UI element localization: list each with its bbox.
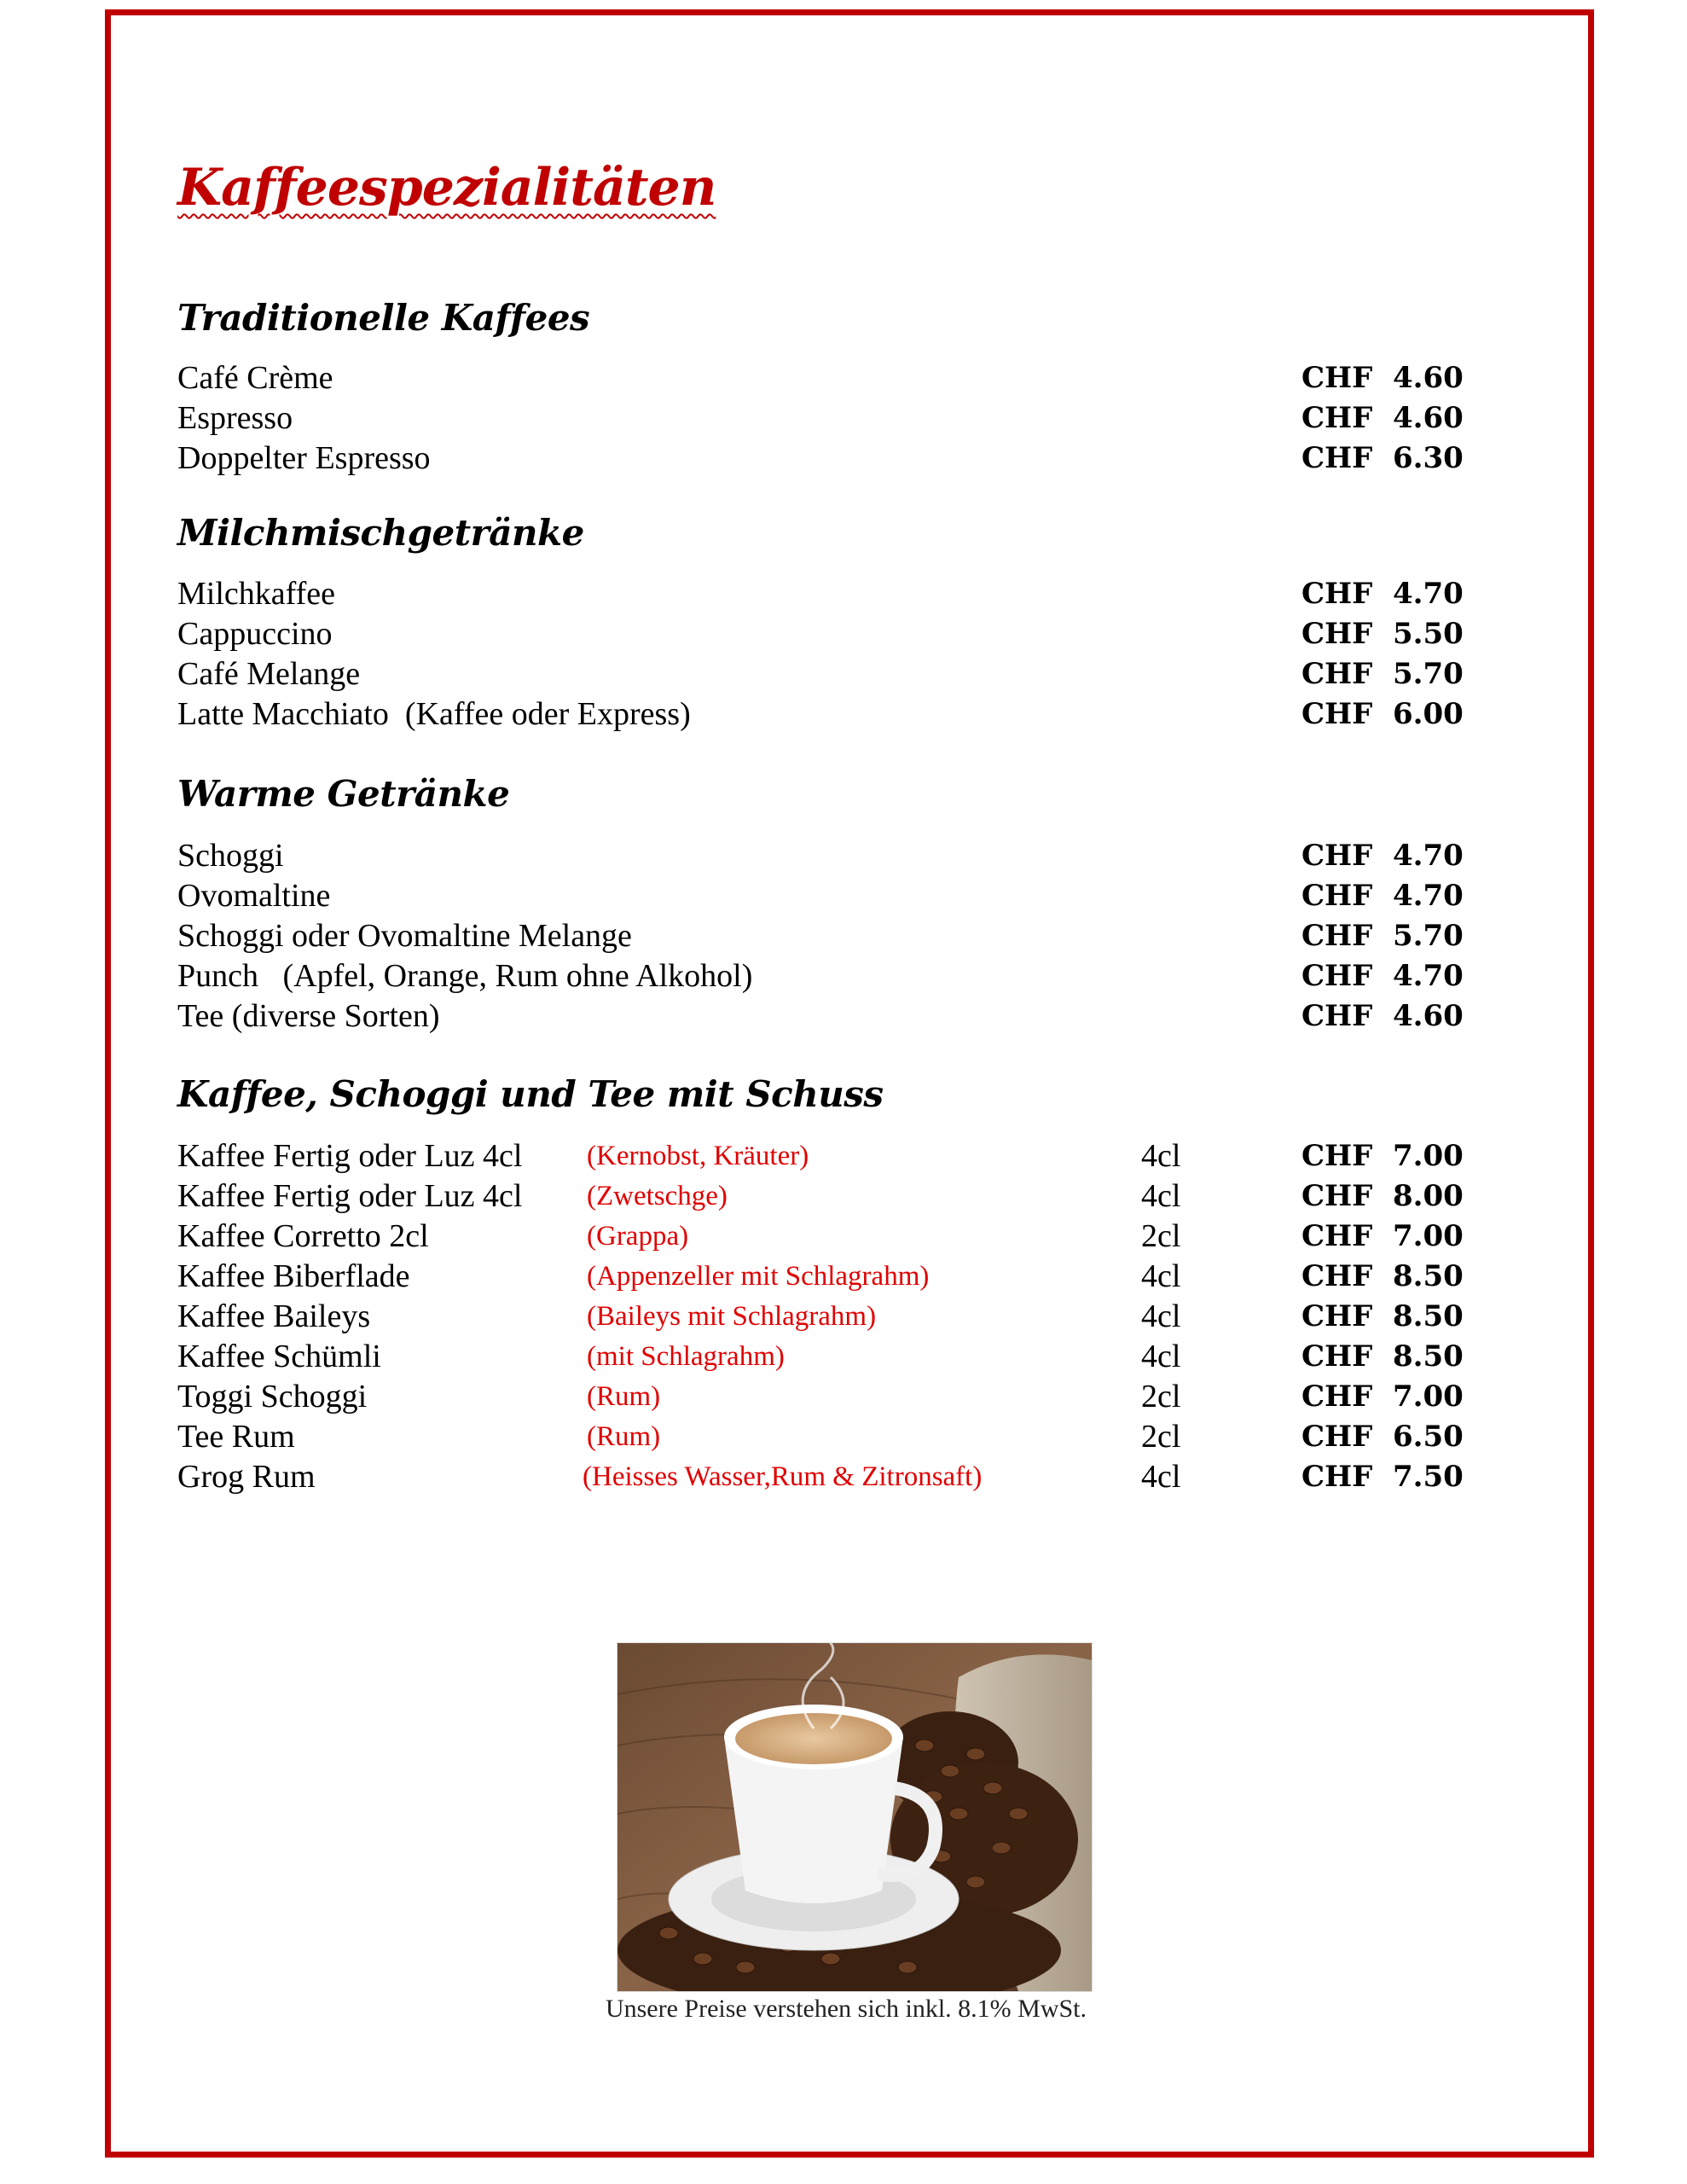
menu-item	[177, 836, 1464, 875]
item-description: (Appenzeller mit Schlagrahm)	[587, 1261, 930, 1292]
item-price: CHF 8.00	[1301, 1179, 1464, 1213]
menu-item	[177, 398, 1464, 438]
item-name: Espresso	[177, 400, 293, 436]
section-heading: Milchmischgetränke	[177, 512, 584, 554]
menu-item	[177, 1217, 1464, 1256]
item-volume: 2cl	[1141, 1218, 1181, 1254]
item-volume: 2cl	[1141, 1379, 1181, 1414]
menu-item	[177, 358, 1464, 398]
item-price: CHF 6.50	[1301, 1420, 1464, 1454]
item-name: Kaffee Biberflade	[177, 1258, 410, 1294]
menu-item	[177, 614, 1464, 653]
item-price: CHF 8.50	[1301, 1259, 1464, 1293]
menu-item	[177, 1377, 1464, 1416]
menu-item	[177, 1417, 1464, 1456]
item-description: (Heisses Wasser,Rum & Zitronsaft)	[583, 1461, 983, 1492]
menu-item	[177, 1337, 1464, 1376]
item-description: (mit Schlagrahm)	[587, 1341, 785, 1372]
item-price: CHF 6.00	[1301, 697, 1464, 731]
item-name: Grog Rum	[177, 1459, 316, 1495]
item-name: Doppelter Espresso	[177, 440, 431, 476]
item-price: CHF 4.60	[1301, 361, 1464, 395]
item-name: Latte Macchiato (Kaffee oder Express)	[177, 696, 691, 732]
item-price: CHF 5.70	[1301, 657, 1464, 691]
menu-item	[177, 654, 1464, 694]
item-name: Punch (Apfel, Orange, Rum ohne Alkohol)	[177, 958, 753, 994]
item-volume: 4cl	[1141, 1298, 1181, 1334]
menu-item	[177, 1297, 1464, 1336]
item-price: CHF 4.70	[1301, 959, 1464, 993]
item-volume: 2cl	[1141, 1419, 1181, 1455]
menu-item	[177, 694, 1464, 734]
item-volume: 4cl	[1141, 1459, 1181, 1495]
menu-item	[177, 876, 1464, 915]
item-volume: 4cl	[1141, 1178, 1181, 1214]
item-description: (Grappa)	[587, 1221, 689, 1252]
item-price: CHF 6.30	[1301, 441, 1464, 475]
menu-item	[177, 996, 1464, 1036]
vat-note: Unsere Preise verstehen sich inkl. 8.1% MwSt.	[605, 1995, 1087, 2023]
item-name: Schoggi oder Ovomaltine Melange	[177, 918, 632, 954]
item-name: Kaffee Schümli	[177, 1339, 381, 1374]
menu-item	[177, 1136, 1464, 1176]
menu-item	[177, 916, 1464, 956]
item-name: Kaffee Fertig oder Luz 4cl	[177, 1178, 523, 1214]
item-price: CHF 5.50	[1301, 617, 1464, 651]
menu-item	[177, 956, 1464, 996]
section-heading: Warme Getränke	[177, 773, 510, 815]
menu-item	[177, 574, 1464, 613]
page-title: Kaffeespezialitäten	[177, 158, 716, 218]
item-price: CHF 7.00	[1301, 1219, 1464, 1253]
item-volume: 4cl	[1141, 1258, 1181, 1294]
item-name: Ovomaltine	[177, 878, 331, 914]
item-name: Kaffee Fertig oder Luz 4cl	[177, 1138, 523, 1174]
menu-item	[177, 439, 1464, 478]
item-description: (Zwetschge)	[587, 1181, 728, 1211]
menu-item	[177, 1176, 1464, 1216]
menu-item	[177, 1257, 1464, 1296]
item-name: Milchkaffee	[177, 576, 335, 612]
item-description: (Baileys mit Schlagrahm)	[587, 1301, 877, 1332]
item-description: (Rum)	[587, 1421, 661, 1452]
item-description: (Kernobst, Kräuter)	[587, 1141, 809, 1171]
item-price: CHF 4.70	[1301, 577, 1464, 611]
item-description: (Rum)	[587, 1381, 661, 1412]
item-price: CHF 4.60	[1301, 401, 1464, 435]
item-name: Kaffee Baileys	[177, 1298, 371, 1334]
item-name: Schoggi	[177, 838, 284, 874]
item-name: Café Melange	[177, 656, 361, 692]
item-name: Kaffee Corretto 2cl	[177, 1218, 429, 1254]
item-price: CHF 5.70	[1301, 919, 1464, 953]
item-price: CHF 7.00	[1301, 1139, 1464, 1173]
item-name: Café Crème	[177, 360, 333, 396]
item-price: CHF 8.50	[1301, 1299, 1464, 1333]
item-name: Cappuccino	[177, 616, 333, 652]
item-name: Tee Rum	[177, 1419, 295, 1455]
item-price: CHF 4.70	[1301, 839, 1464, 873]
item-name: Toggi Schoggi	[177, 1379, 368, 1414]
section-heading: Kaffee, Schoggi und Tee mit Schuss	[177, 1073, 884, 1115]
coffee-cup-with-beans-photo	[617, 1642, 1093, 1992]
menu-item	[177, 1457, 1464, 1496]
section-heading: Traditionelle Kaffees	[177, 297, 590, 339]
item-price: CHF 8.50	[1301, 1339, 1464, 1374]
item-name: Tee (diverse Sorten)	[177, 998, 440, 1034]
item-price: CHF 7.50	[1301, 1460, 1464, 1494]
item-volume: 4cl	[1141, 1138, 1181, 1174]
item-price: CHF 4.60	[1301, 999, 1464, 1033]
item-price: CHF 7.00	[1301, 1380, 1464, 1414]
item-price: CHF 4.70	[1301, 879, 1464, 913]
item-volume: 4cl	[1141, 1339, 1181, 1374]
